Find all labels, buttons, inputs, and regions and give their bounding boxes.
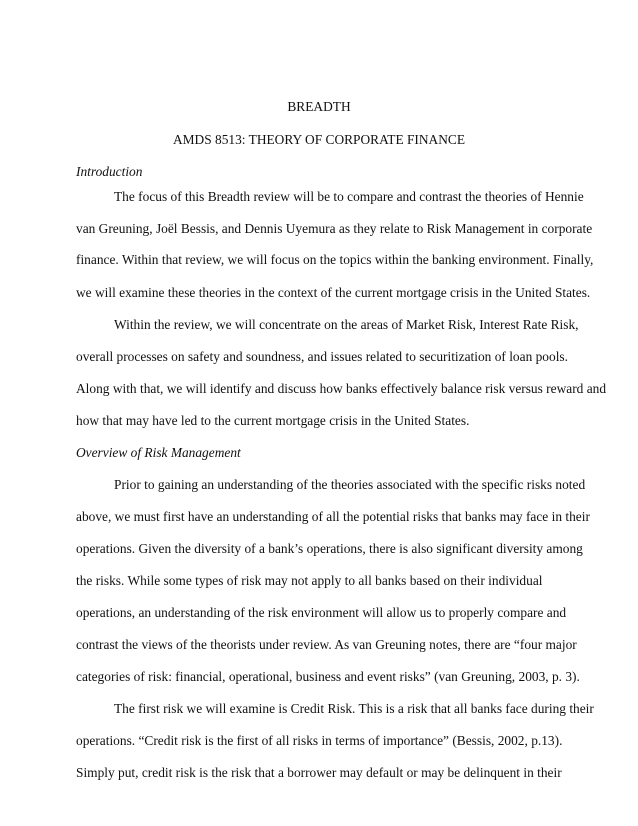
overview-paragraph-1 (76, 477, 586, 493)
overview-paragraph-1-cont6 (76, 669, 580, 685)
intro-paragraph-2-cont3 (76, 413, 562, 429)
text-line: The focus of this Breadth review will be to compare and contrast the theories of Hennie (114, 189, 584, 204)
text-line: Simply put, credit risk is the risk that a borrower may default or may be delinquent in their (76, 765, 562, 780)
text-line: van Greuning, Joël Bessis, and Dennis Uyemura as they relate to Risk Management in corporate (76, 221, 593, 236)
text-line: Within the review, we will concentrate on the areas of Market Risk, Interest Rate Risk, (114, 317, 579, 332)
overview-paragraph-2-cont (76, 733, 562, 749)
text-line: operations. Given the diversity of a bank’s operations, there is also significant diversity among (76, 541, 583, 556)
section-heading-overview: Overview of Risk Management (76, 445, 241, 460)
overview-paragraph-1-cont (76, 509, 590, 525)
intro-paragraph-2 (76, 317, 579, 333)
overview-paragraph-1-cont5 (76, 637, 577, 653)
intro-paragraph-2-cont2 (76, 381, 607, 397)
intro-paragraph-1 (76, 189, 584, 205)
document-subtitle: AMDS 8513: THEORY OF CORPORATE FINANCE (172, 132, 466, 147)
overview-paragraph-1-cont3 (76, 573, 562, 589)
text-line: Prior to gaining an understanding of the theories associated with the specific risks noted (114, 477, 586, 492)
text-line: finance. Within that review, we will focus on the topics within the banking environment. Finally, (76, 252, 594, 267)
text-line: contrast the views of the theorists under review. As van Greuning notes, there are “four major (76, 637, 577, 652)
text-line: we will examine these theories in the context of the current mortgage crisis in the United States. (76, 285, 591, 300)
text-line: overall processes on safety and soundness, and issues related to securitization of loan pools. (76, 349, 568, 364)
text-line: The first risk we will examine is Credit Risk. This is a risk that all banks face during their (114, 701, 594, 716)
section-heading-introduction: Introduction (76, 164, 143, 179)
overview-paragraph-1-cont2 (76, 541, 583, 557)
text-line: above, we must first have an understanding of all the potential risks that banks may face in their (76, 509, 590, 524)
intro-paragraph-2-cont (76, 349, 568, 365)
text-line: how that may have led to the current mortgage crisis in the United States. (76, 413, 470, 428)
text-line: categories of risk: financial, operational, business and event risks” (van Greuning, 2003, p. 3). (76, 669, 580, 684)
text-line: Along with that, we will identify and discuss how banks effectively balance risk versus reward and (76, 381, 607, 396)
intro-paragraph-1-cont2 (76, 252, 594, 268)
overview-paragraph-1-cont4 (76, 605, 567, 621)
intro-paragraph-1-cont3 (76, 285, 591, 301)
text-line: the risks. While some types of risk may not apply to all banks based on their individual (76, 573, 543, 588)
text-line: operations, an understanding of the risk environment will allow us to properly compare and (76, 605, 567, 620)
intro-paragraph-1-cont (76, 221, 593, 237)
document-title: BREADTH (287, 99, 351, 114)
overview-paragraph-2-cont2 (76, 765, 562, 781)
overview-paragraph-2 (76, 701, 594, 717)
text-line: operations. “Credit risk is the first of all risks in terms of importance” (Bessis, 2002, p.13). (76, 733, 563, 748)
